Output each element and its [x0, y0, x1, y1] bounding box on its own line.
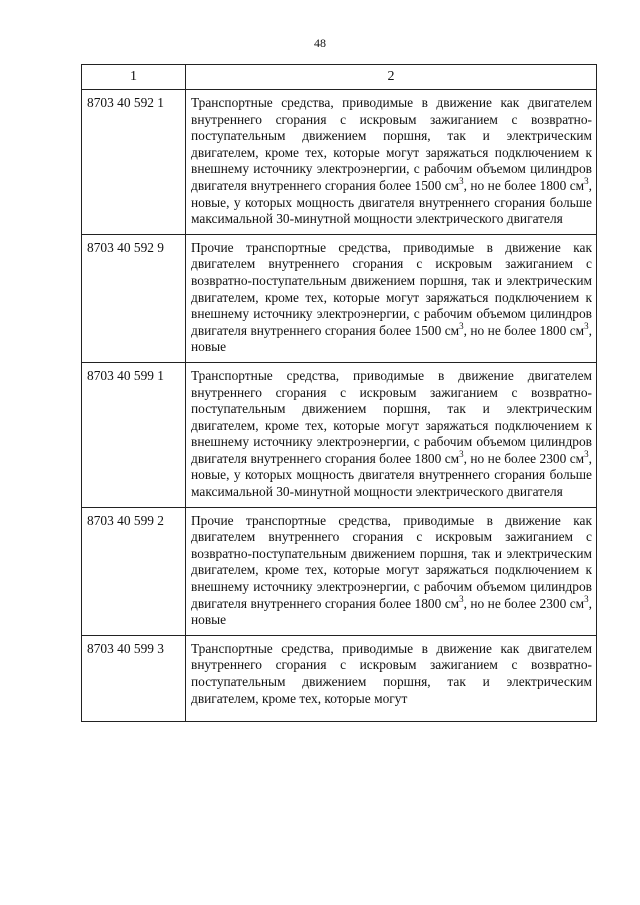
tariff-code: 8703 40 599 1	[82, 362, 186, 507]
tariff-code: 8703 40 599 3	[82, 635, 186, 721]
tariff-code: 8703 40 592 9	[82, 234, 186, 362]
tariff-table	[81, 64, 597, 722]
goods-description: Транспортные средства, приводимые в движение как двигателем внутреннего сгорания с искровым зажиганием с возвратно-поступательным движением поршня, так и электрическим двигателем, кроме тех, которые могут заряжаться подключением к внешнему источнику электроэнергии, с рабочим объемом цилиндров двигателя внутреннего сгорания более 1500 $см^3$, но не более 1800 $см^3$, новые, у которых мощность двигателя внутреннего сгорания больше максимальной 30-минутной мощности электрического двигателя	[186, 90, 597, 235]
table-header-row	[82, 65, 597, 90]
tariff-code: 8703 40 592 1	[82, 90, 186, 235]
page-number: 48	[314, 36, 326, 50]
goods-description: Прочие транспортные средства, приводимые в движение как двигателем внутреннего сгорания с искровым зажиганием с возвратно-поступательным движением поршня, так и электрическим двигателем, кроме тех, которые могут заряжаться подключением к внешнему источнику электроэнергии, с рабочим объемом цилиндров двигателя внутреннего сгорания более 1800 $см^3$, но не более 2300 $см^3$, новые	[186, 507, 597, 635]
goods-description: Прочие транспортные средства, приводимые в движение как двигателем внутреннего сгорания с искровым зажиганием с возвратно-поступательным движением поршня, так и электрическим двигателем, кроме тех, которые могут заряжаться подключением к внешнему источнику электроэнергии, с рабочим объемом цилиндров двигателя внутреннего сгорания более 1500 $см^3$, но не более 1800 $см^3$, новые	[186, 234, 597, 362]
goods-description: Транспортные средства, приводимые в движение как двигателем внутреннего сгорания с искровым зажиганием с возвратно-поступательным движением поршня, так и электрическим двигателем, кроме тех, которые могут	[186, 635, 597, 721]
column-header-1: 1	[82, 65, 186, 90]
goods-description: Транспортные средства, приводимые в движение двигателем внутреннего сгорания с искровым зажиганием с возвратно-поступательным движением поршня, так и электрическим двигателем, кроме тех, которые могут заряжаться подключением к внешнему источнику электроэнергии, с рабочим объемом цилиндров двигателя внутреннего сгорания более 1800 $см^3$, но не более 2300 $см^3$, новые, у которых мощность двигателя внутреннего сгорания больше максимальной 30-минутной мощности электрического двигателя	[186, 362, 597, 507]
column-header-2: 2	[186, 65, 597, 90]
table-row	[82, 234, 597, 362]
tariff-code: 8703 40 599 2	[82, 507, 186, 635]
table-row	[82, 635, 597, 721]
table-row	[82, 90, 597, 235]
table-row	[82, 362, 597, 507]
table-row	[82, 507, 597, 635]
